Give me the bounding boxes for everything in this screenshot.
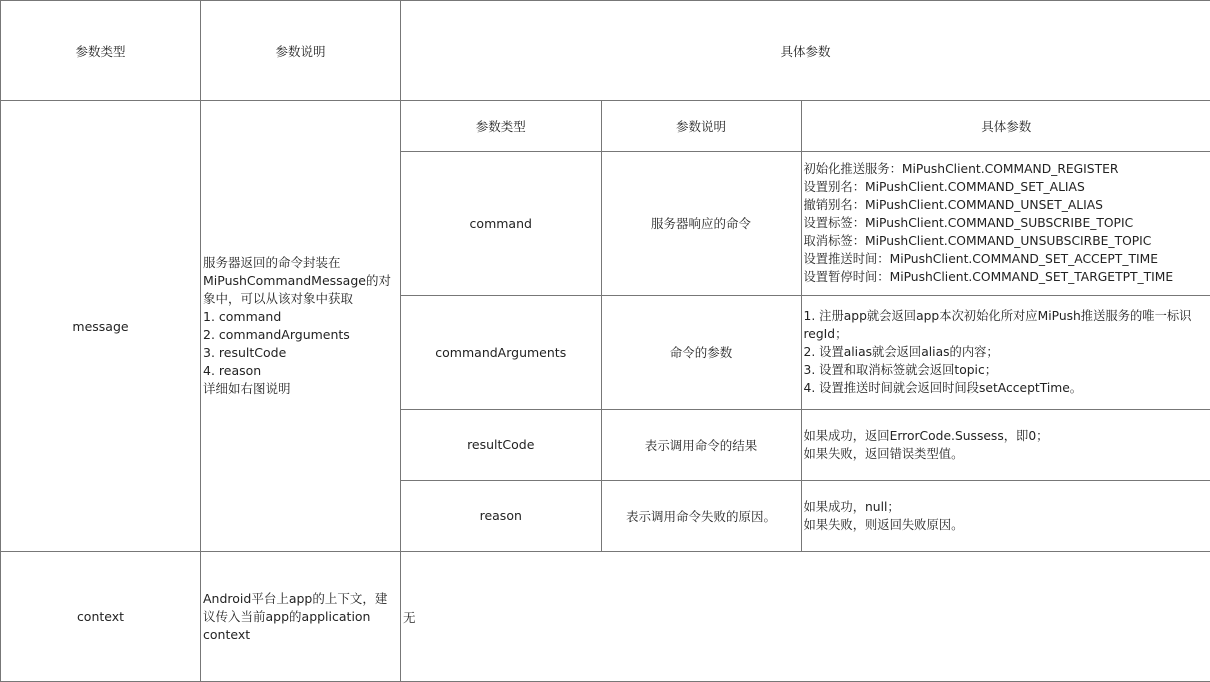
reason-param-line: 如果失败，则返回失败原因。 [804,516,1210,534]
table-row-message [1,101,1210,552]
message-description-line: 2. commandArguments [203,326,400,344]
command-arguments-param-line: 2. 设置alias就会返回alias的内容； [804,343,1210,361]
result-code-description-cell: 表示调用命令的结果 [601,409,801,480]
command-arguments-param-line: 1. 注册app就会返回app本次初始化所对应MiPush推送服务的唯一标识 [804,307,1210,325]
command-arguments-param-line: regId； [804,325,1210,343]
result-code-param-line: 如果失败，返回错误类型值。 [804,445,1210,463]
header-param-description: 参数说明 [201,1,401,101]
table-row-context [1,552,1210,682]
command-type-cell: command [401,151,601,295]
nested-header-row [401,101,1210,151]
reason-description-cell: 表示调用命令失败的原因。 [601,480,801,551]
message-description-cell [201,101,401,552]
nested-header-param-description: 参数说明 [601,101,801,151]
table-header-row [1,1,1210,101]
message-description-line: 3. resultCode [203,344,400,362]
context-description-cell [201,552,401,682]
command-arguments-params-cell [801,295,1210,409]
reason-type-cell: reason [401,480,601,551]
header-param-details: 具体参数 [401,1,1210,101]
context-description-line: context [203,626,400,644]
message-type-cell: message [1,101,201,552]
context-description-line: 议传入当前app的application [203,608,400,626]
message-description-line: 象中，可以从该对象中获取 [203,290,400,308]
reason-params-cell [801,480,1210,551]
result-code-param-line: 如果成功，返回ErrorCode.Sussess，即0； [804,427,1210,445]
message-description-line: MiPushCommandMessage的对 [203,272,400,290]
command-param-line: 设置推送时间：MiPushClient.COMMAND_SET_ACCEPT_TIME [804,250,1210,268]
command-description-cell: 服务器响应的命令 [601,151,801,295]
message-description-line: 4. reason [203,362,400,380]
command-param-line: 设置别名：MiPushClient.COMMAND_SET_ALIAS [804,178,1210,196]
command-param-line: 撤销别名：MiPushClient.COMMAND_UNSET_ALIAS [804,196,1210,214]
result-code-type-cell: resultCode [401,409,601,480]
reason-param-line: 如果成功，null； [804,498,1210,516]
header-param-type: 参数类型 [1,1,201,101]
command-arguments-param-line: 3. 设置和取消标签就会返回topic； [804,361,1210,379]
nested-row-command-arguments [401,295,1210,409]
context-description-line: Android平台上app的上下文，建 [203,590,400,608]
context-type-cell: context [1,552,201,682]
context-params-cell: 无 [401,552,1210,682]
command-arguments-type-cell: commandArguments [401,295,601,409]
nested-row-result-code [401,409,1210,480]
command-params-cell [801,151,1210,295]
message-description-line: 详细如右图说明 [203,380,400,398]
message-description-line: 服务器返回的命令封装在 [203,254,400,272]
command-param-line: 设置标签：MiPushClient.COMMAND_SUBSCRIBE_TOPIC [804,214,1210,232]
command-param-line: 取消标签：MiPushClient.COMMAND_UNSUBSCIRBE_TOPIC [804,232,1210,250]
command-arguments-description-cell: 命令的参数 [601,295,801,409]
command-param-line: 初始化推送服务：MiPushClient.COMMAND_REGISTER [804,160,1210,178]
command-param-line: 设置暂停时间：MiPushClient.COMMAND_SET_TARGETPT_TIME [804,268,1210,286]
message-description-line: 1. command [203,308,400,326]
result-code-params-cell [801,409,1210,480]
nested-parameter-table [401,101,1210,551]
command-arguments-param-line: 4. 设置推送时间就会返回时间段setAcceptTime。 [804,379,1210,397]
nested-header-param-details: 具体参数 [801,101,1210,151]
message-nested-table-cell [401,101,1210,552]
nested-row-reason [401,480,1210,551]
nested-row-command [401,151,1210,295]
nested-header-param-type: 参数类型 [401,101,601,151]
